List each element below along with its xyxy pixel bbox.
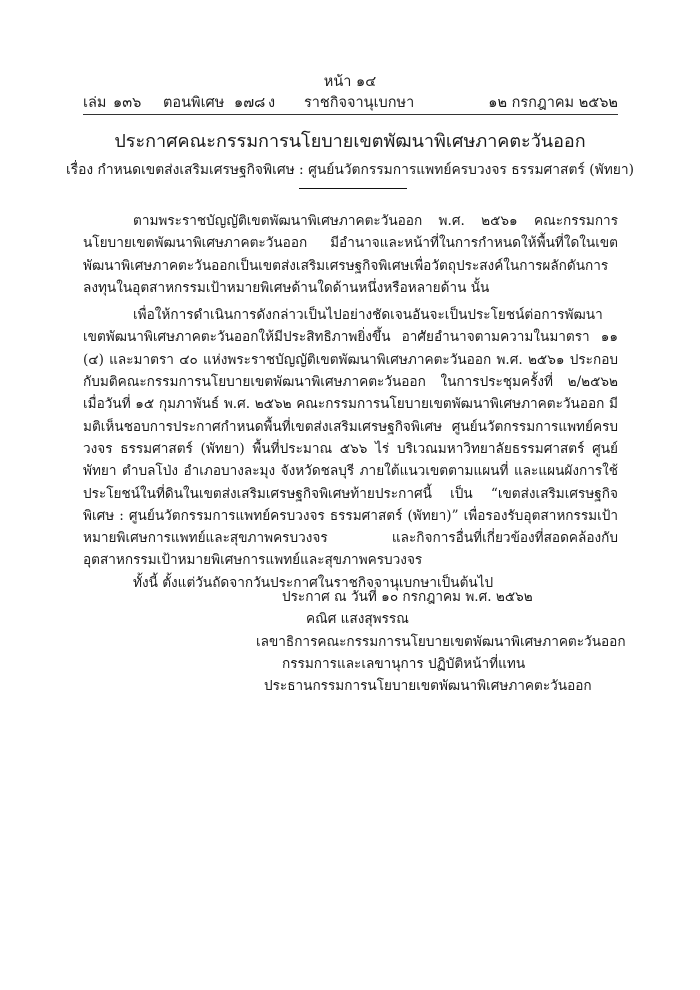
part-letter: ง xyxy=(268,95,276,111)
publication-name: ราชกิจจานุเบกษา xyxy=(304,95,415,111)
header-rule xyxy=(83,114,618,115)
publication-date: ๑๒ กรกฎาคม ๒๕๖๒ xyxy=(488,95,618,111)
announcement-subject: เรื่อง กำหนดเขตส่งเสริมเศรษฐกิจพิเศษ : ศูนย์นวัตกรรมการแพทย์ครบวงจร ธรรมศาสตร์ (พัทยา) xyxy=(65,162,635,178)
body-paragraph: เพื่อให้การดำเนินการดังกล่าวเป็นไปอย่างชัดเจนอันจะเป็นประโยชน์ต่อการพัฒนาเขตพัฒนาพิเศษภาคตะวันออกให้มีประสิทธิภาพยิ่งขึ้น อาศัยอำนาจตามความในมาตรา ๑๑ (๔) และมาตรา ๔๐ แห่งพระราชบัญญัติเขตพัฒนาพิเศษภาคตะวันออก พ.ศ. ๒๕๖๑ ประกอบกับมติคณะกรรมการนโยบายเขตพัฒนาพิเศษภาคตะวันออก ในการประชุมครั้งที่ ๒/๒๕๖๒ เมื่อวันที่ ๑๕ กุมภาพันธ์ พ.ศ. ๒๕๖๒ คณะกรรมการนโยบายเขตพัฒนาพิเศษภาคตะวันออก มีมติเห็นชอบการประกาศกำหนดพื้นที่เขตส่งเสริมเศรษฐกิจพิเศษ ศูนย์นวัตกรรมการแพทย์ครบวงจร ธรรมศาสตร์ (พัทยา) พื้นที่ประมาณ ๕๖๖ ไร่ บริเวณมหาวิทยาลัยธรรมศาสตร์ ศูนย์พัทยา ตำบลโป่ง อำเภอบางละมุง จังหวัดชลบุรี ภายใต้แนวเขตตามแผนที่ และแผนผังการใช้ประโยชน์ในที่ดินในเขตส่งเสริมเศรษฐกิจพิเศษท้ายประกาศนี้ เป็น “เขตส่งเสริมเศรษฐกิจพิเศษ : ศูนย์นวัตกรรมการแพทย์ครบวงจร ธรรมศาสตร์ (พัทยา)” เพื่อรองรับอุตสาหกรรมเป้าหมายพิเศษการแพทย์และสุขภาพครบวงจร และกิจการอื่นที่เกี่ยวข้องที่สอดคล้องกับอุตสาหกรรมเป้าหมายพิเศษการแพทย์และสุขภาพครบวงจร xyxy=(83,307,618,569)
announcement-title: ประกาศคณะกรรมการนโยบายเขตพัฒนาพิเศษภาคตะวันออก xyxy=(114,131,586,152)
section-label: ตอนพิเศษ xyxy=(163,95,225,111)
signature-block xyxy=(256,586,626,697)
signatory-position: เลขาธิการคณะกรรมการนโยบายเขตพัฒนาพิเศษภาคตะวันออก xyxy=(256,633,626,650)
running-head xyxy=(83,91,618,111)
issue-number: ๑๗๘ xyxy=(234,95,266,111)
signatory-name: คณิศ แสงสุพรรณ xyxy=(306,611,409,628)
body-paragraph: ตามพระราชบัญญัติเขตพัฒนาพิเศษภาคตะวันออก พ.ศ. ๒๕๖๑ คณะกรรมการนโยบายเขตพัฒนาพิเศษภาคตะวันออก มีอำนาจและหน้าที่ในการกำหนดให้พื้นที่ใดในเขตพัฒนาพิเศษภาคตะวันออกเป็นเขตส่งเสริมเศรษฐกิจพิเศษเพื่อวัตถุประสงค์ในการผลักดันการลงทุนในอุตสาหกรรมเป้าหมายพิเศษด้านใดด้านหนึ่งหรือหลายด้าน นั้น xyxy=(83,213,618,296)
volume-label: เล่ม xyxy=(83,95,107,111)
body-paragraph: ทั้งนี้ ตั้งแต่วันถัดจากวันประกาศในราชกิจจานุเบกษาเป็นต้นไป xyxy=(133,574,494,591)
title-divider xyxy=(299,188,407,189)
page-number: หน้า ๑๔ xyxy=(323,74,377,90)
announcement-body xyxy=(83,210,618,594)
signatory-role: กรรมการและเลขานุการ ปฏิบัติหน้าที่แทน xyxy=(282,655,526,672)
acting-for: ประธานกรรมการนโยบายเขตพัฒนาพิเศษภาคตะวันออก xyxy=(264,678,592,695)
announced-date: ประกาศ ณ วันที่ ๑๐ กรกฎาคม พ.ศ. ๒๕๖๒ xyxy=(282,589,533,605)
volume-number: ๑๓๖ xyxy=(113,95,142,111)
